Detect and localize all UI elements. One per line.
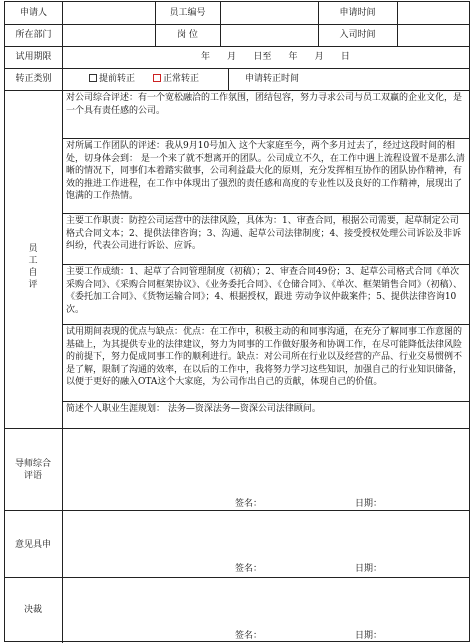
apply-conversion-time-label: 申请转正时间 xyxy=(245,74,300,84)
row-divider xyxy=(5,510,469,511)
column-divider xyxy=(228,68,229,90)
position-field[interactable] xyxy=(223,28,315,44)
decision-label: 决裁 xyxy=(23,605,42,615)
entry-time-label: 入司时间 xyxy=(339,30,376,40)
probation-date-range[interactable]: 年 月 日至 年 月 日 xyxy=(201,52,350,62)
self-eval-achievements[interactable]: 主要工作成绩：1、起草了合同管理制度（初稿）；2、审查合同49份；3、起草公司格式合同《单次采购合同》、《采购合同框架协议》、《业务委托合同》、《仓储合同》、《单次、框架销售合同》（初稿）、《委托加工合同》、《货物运输合同》；4、根据授权，跟进 劳动争议仲裁案件；5、提供法律咨询10次。 xyxy=(66,267,463,315)
employee-no-field[interactable] xyxy=(223,6,315,22)
self-eval-team[interactable]: 对所属工作团队的评述：我从9月10号加入 这个大家庭至今，两个多月过去了，经过这段时间的相处，切身体会到： 是一个来了就不想离开的团队。公司成立不久，在工作中遇上流程设置不是那么清晰的情况下，同事们本着踏实做事，公司利益最大化的原则，充分发挥相互协作的团队协作精神，有效的推进工作进程，在工作中体现出了强烈的责任感和高度的专业性以及良好的工作精神，展现出了饱满的工作热情。 xyxy=(66,141,465,201)
probation-conversion-form xyxy=(4,1,470,642)
row-divider xyxy=(5,24,469,25)
self-eval-duties[interactable]: 主要工作职责：防控公司运营中的法律风险，具体为：1、审查合同，根据公司需要，起草制定公司格式合同文本；2、提供法律咨询；3、沟通、起草公司法律制度；4、接受授权处理公司诉讼及非诉纠纷，代表公司进行诉讼、应诉。 xyxy=(66,216,462,251)
mentor-date-label: 日期： xyxy=(355,499,383,509)
early-option-label: 提前转正 xyxy=(99,74,136,84)
normal-option-label: 正常转正 xyxy=(163,74,200,84)
row-divider xyxy=(5,68,469,69)
column-divider xyxy=(62,90,63,643)
decision-sign-label: 签名： xyxy=(235,631,263,641)
position-label: 岗 位 xyxy=(177,30,198,40)
row-divider xyxy=(5,90,469,91)
applicant-field[interactable] xyxy=(65,6,151,22)
row-divider xyxy=(62,213,469,214)
apply-time-field[interactable] xyxy=(400,6,468,22)
entry-time-field[interactable] xyxy=(400,28,468,44)
row-divider xyxy=(62,264,469,265)
opinion-label: 意见具申 xyxy=(14,540,51,550)
mentor-sign-label: 签名： xyxy=(235,499,263,509)
decision-date-label: 日期： xyxy=(355,631,383,641)
column-divider xyxy=(62,2,63,90)
mentor-comment-label: 导师综合评语 xyxy=(14,459,51,481)
row-divider xyxy=(5,46,469,47)
row-divider xyxy=(5,577,469,578)
self-eval-strengths-weaknesses[interactable]: 试用期间表现的优点与缺点：优点：在工作中，积极主动的和同事沟通，在充分了解同事工作意图的基础上，为其提供专业的法律建议，努力为同事的工作做好服务和协调工作，在尽可能降低法律风险的前提下，努力促成同事工作的顺利进行。缺点：对公司所在行业以及经营的产品、行业交易惯例不是了解，限制了沟通的效率，在以后的工作中，我将努力学习这些知识，加强自己的行业知识储备，以便于更好的融入OTA这个大家庭，为公司作出自己的贡献，体现自己的价值。 xyxy=(66,327,463,387)
opinion-sign-label: 签名： xyxy=(235,564,263,574)
opinion-date-label: 日期： xyxy=(355,564,383,574)
column-divider xyxy=(397,2,398,46)
row-divider xyxy=(5,428,469,429)
column-divider xyxy=(220,2,221,46)
department-field[interactable] xyxy=(65,28,151,44)
checkbox-icon[interactable] xyxy=(153,74,161,82)
self-eval-career-plan[interactable]: 简述个人职业生涯规划： 法务—资深法务—资深公司法律顾问。 xyxy=(66,404,321,414)
apply-time-label: 申请时间 xyxy=(339,8,376,18)
applicant-label: 申请人 xyxy=(19,8,47,18)
checkbox-icon[interactable] xyxy=(89,74,97,82)
self-eval-company[interactable]: 对公司综合评述：有一个宽松融洽的工作氛围，团结包容，努力寻求公司与员工双赢的企业文化，是一个具有责任感的公司。 xyxy=(66,93,463,116)
conversion-type-label: 转正类别 xyxy=(15,74,52,84)
early-conversion-option[interactable] xyxy=(89,74,135,85)
row-divider xyxy=(62,401,469,402)
self-eval-side-label: 员工自评 xyxy=(28,244,38,290)
probation-label: 试用期限 xyxy=(15,52,52,62)
department-label: 所在部门 xyxy=(15,30,52,40)
row-divider xyxy=(62,138,469,139)
normal-conversion-option[interactable] xyxy=(153,74,199,85)
employee-no-label: 员工编号 xyxy=(169,8,206,18)
row-divider xyxy=(62,324,469,325)
